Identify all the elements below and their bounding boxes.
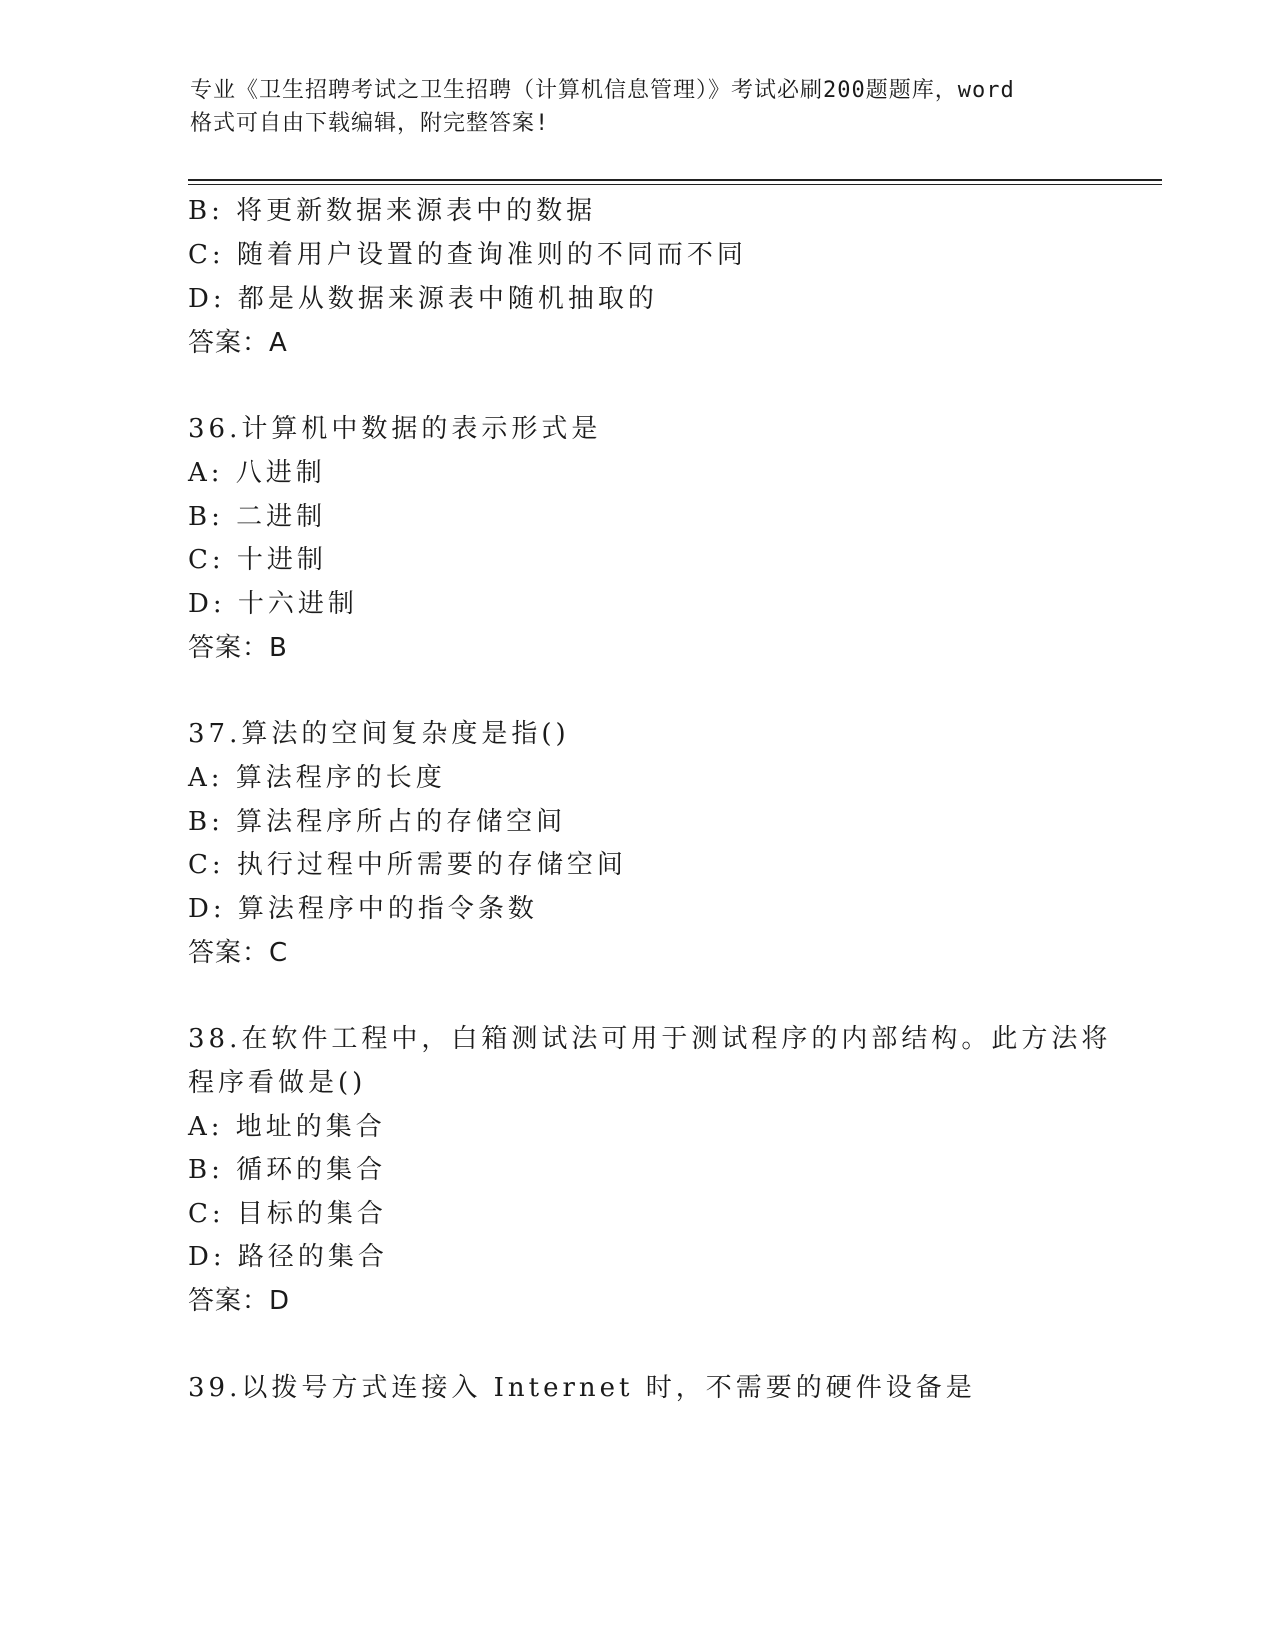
q35-option-b: B: 将更新数据来源表中的数据 bbox=[188, 196, 597, 226]
q36-stem: 36.计算机中数据的表示形式是 bbox=[188, 414, 602, 444]
q38-option-b: B: 循环的集合 bbox=[188, 1155, 387, 1185]
q37-option-a: A: 算法程序的长度 bbox=[188, 763, 446, 793]
q37-option-c: C: 执行过程中所需要的存储空间 bbox=[188, 850, 627, 880]
header-title-line-1: 专业《卫生招聘考试之卫生招聘（计算机信息管理）》考试必刷200题题库，word bbox=[190, 78, 1015, 103]
q36-option-c: C: 十进制 bbox=[188, 545, 327, 575]
q36-option-b: B: 二进制 bbox=[188, 502, 327, 532]
header-title-line-2: 格式可自由下载编辑，附完整答案! bbox=[190, 111, 550, 136]
q38-answer: 答案：D bbox=[188, 1286, 291, 1316]
q38-stem-line-1: 38.在软件工程中，白箱测试法可用于测试程序的内部结构。此方法将 bbox=[188, 1024, 1112, 1054]
q35-option-d: D: 都是从数据来源表中随机抽取的 bbox=[188, 284, 658, 314]
q35-option-c: C: 随着用户设置的查询准则的不同而不同 bbox=[188, 240, 747, 270]
q37-option-b: B: 算法程序所占的存储空间 bbox=[188, 807, 567, 837]
q38-option-d: D: 路径的集合 bbox=[188, 1242, 388, 1272]
q36-option-d: D: 十六进制 bbox=[188, 589, 358, 619]
q37-stem: 37.算法的空间复杂度是指() bbox=[188, 719, 570, 749]
q35-answer: 答案：A bbox=[188, 328, 288, 358]
header-divider-thin bbox=[188, 184, 1162, 185]
q39-stem: 39.以拨号方式连接入 Internet 时，不需要的硬件设备是 bbox=[188, 1373, 976, 1403]
q36-option-a: A: 八进制 bbox=[188, 458, 326, 488]
q38-option-c: C: 目标的集合 bbox=[188, 1199, 387, 1229]
q38-option-a: A: 地址的集合 bbox=[188, 1112, 386, 1142]
q37-answer: 答案：C bbox=[188, 938, 289, 968]
q37-option-d: D: 算法程序中的指令条数 bbox=[188, 894, 538, 924]
q36-answer: 答案：B bbox=[188, 633, 288, 663]
document-header bbox=[190, 74, 1090, 140]
q38-stem-line-2: 程序看做是() bbox=[188, 1068, 367, 1098]
header-divider-thick bbox=[188, 179, 1162, 181]
